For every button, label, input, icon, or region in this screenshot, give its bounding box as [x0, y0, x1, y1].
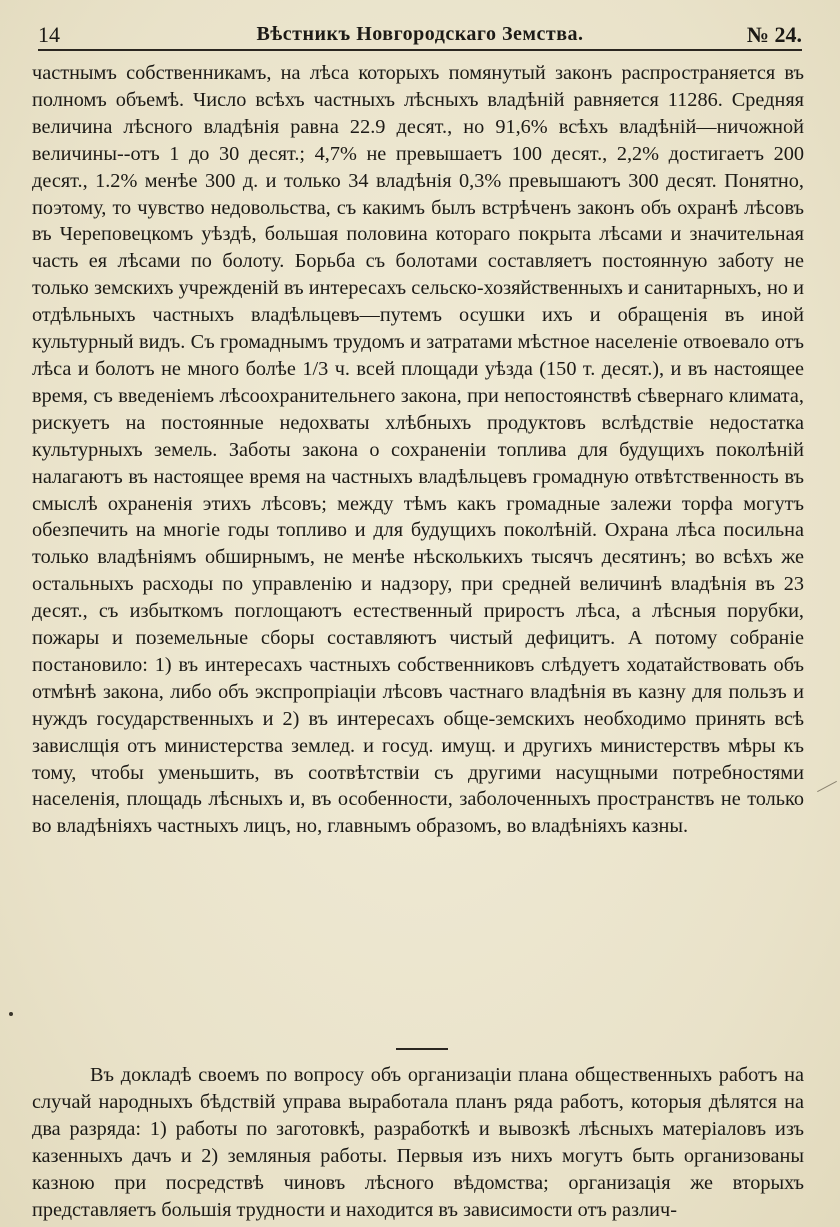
journal-title: Вѣстникъ Новгородскаго Земства. [256, 23, 584, 45]
header-rule [38, 49, 802, 51]
page-header [38, 20, 802, 50]
body-paragraph: Въ докладѣ своемъ по вопросу объ организацiи плана общественныхъ работъ на случай народныхъ бѣдствiй управа выработала планъ ряда работъ, которыя дѣлятся на два разряда: 1) работы по заготовкѣ, разработкѣ и вывозкѣ лѣсныхъ матерiаловъ изъ казенныхъ дачъ и 2) земляныя работы. Первыя изъ нихъ могутъ быть организованы казною при посредствѣ чиновъ лѣсного вѣдомства; организацiя же вторыхъ представляетъ большiя трудности и находится въ зависимости отъ различ- [32, 1064, 804, 1221]
issue-number: № 24. [746, 22, 802, 47]
page-number: 14 [38, 22, 60, 47]
margin-pencil-mark [817, 781, 837, 792]
section-separator [396, 1048, 448, 1050]
margin-dot [9, 1012, 13, 1016]
body-paragraph: частнымъ собственникамъ, на лѣса которыхъ помянутый законъ распространяется въ полномъ объемѣ. Число всѣхъ частныхъ лѣсныхъ владѣнiй равняется 11286. Средняя величина лѣсного владѣнiя равна 22.9 десят., но 91,6% всѣхъ владѣнiй—ничожной величины--отъ 1 до 30 десят.; 4,7% не превышаетъ 100 десят., 2,2% достигаетъ 200 десят., 1.2% менѣе 300 д. и только 34 владѣнiя 0,3% превышаютъ 300 десят. Понятно, поэтому, то чувство недовольства, съ какимъ былъ встрѣченъ законъ объ охранѣ лѣсовъ въ Череповецкомъ уѣздѣ, большая половина котораго покрыта лѣсами и значительная часть ея лѣсами по болоту. Борьба съ болотами составляетъ постоянную заботу не только земскихъ учрежденiй въ интересахъ сельско-хозяйственныхъ и санитарныхъ, но и отдѣльныхъ частныхъ владѣльцевъ—путемъ осушки ихъ и обращенiя въ иной культурный видъ. Съ громаднымъ трудомъ и затратами мѣстное населенiе отвоевало отъ лѣса и болотъ не много болѣе 1/3 ч. всей площади уѣзда (150 т. десят.), и въ настоящее время, съ введенiемъ лѣсоохранительнего закона, при непостоянствѣ сѣвернаго климата, рискуетъ на постоянные недохваты хлѣбныхъ продуктовъ вслѣдствiе недостатка культурныхъ земель. Заботы закона о сохраненiи топлива для будущихъ поколѣнiй налагаютъ въ настоящее время на частныхъ владѣльцевъ громадную отвѣтственность въ смыслѣ охраненiя этихъ лѣсовъ; между тѣмъ какъ громадные залежи торфа могутъ обезпечить на многiе годы топливо и для будущихъ поколѣнiй. Охрана лѣса посильна только владѣнiямъ обширнымъ, не менѣе нѣсколькихъ тысячъ десятинъ; во всѣхъ же остальныхъ расходы по управленiю и надзору, при средней величинѣ владѣнiя въ 23 десят., съ избыткомъ поглощаютъ естественный приростъ лѣса, а лѣсныя порубки, пожары и поземельные сборы составляютъ чистый дефицитъ. А потому собранiе постановило: 1) въ интересахъ частныхъ собственниковъ слѣдуетъ ходатайствовать объ отмѣнѣ закона, либо объ экспропрiацiи лѣсовъ частнаго владѣнiя въ казну для пользъ и нуждъ государственныхъ и 2) въ интересахъ обще-земскихъ необходимо принять всѣ завислщiя отъ министерства землед. и госуд. имущ. и другихъ министерствъ мѣры къ тому, чтобы уменьшить, въ соотвѣтствiи съ другими насущными потребностями населенiя, площадь лѣсныхъ и, въ особенности, заболоченныхъ пространствъ не только во владѣнiяхъ частныхъ лицъ, но, главнымъ образомъ, во владѣнiяхъ казны. [32, 62, 804, 838]
